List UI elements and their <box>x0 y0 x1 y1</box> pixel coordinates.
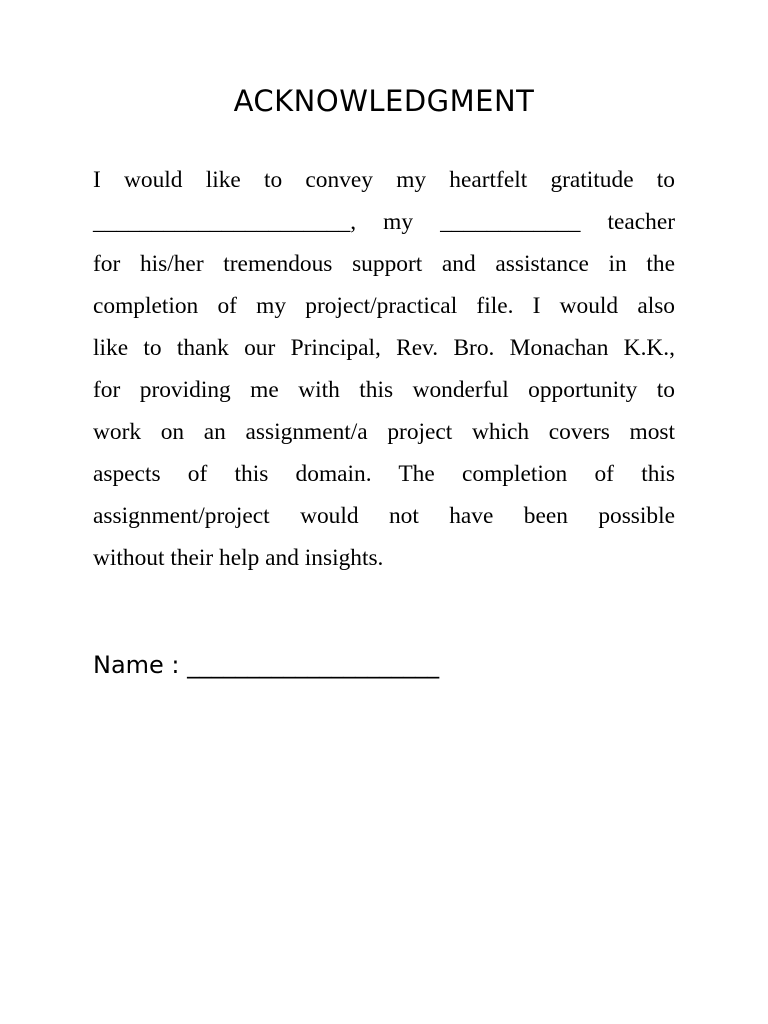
paragraph-line: ______________________, my ____________ teacher <box>93 209 675 235</box>
acknowledgment-paragraph <box>93 159 675 579</box>
paragraph-line: aspects of this domain. The completion of this <box>93 461 675 487</box>
paragraph-line: for providing me with this wonderful opportunity to <box>93 377 675 403</box>
paragraph-line: for his/her tremendous support and assistance in the <box>93 251 675 277</box>
name-field-row <box>93 651 439 679</box>
paragraph-line: like to thank our Principal, Rev. Bro. Monachan K.K., <box>93 335 675 361</box>
document-title: ACKNOWLEDGMENT <box>233 84 535 118</box>
paragraph-line: assignment/project would not have been possible <box>93 503 675 529</box>
name-blank-line: _____________________ <box>187 651 440 679</box>
paragraph-line: without their help and insights. <box>93 545 384 571</box>
paragraph-line: completion of my project/practical file. I would also <box>93 293 675 319</box>
paragraph-line: I would like to convey my heartfelt gratitude to <box>93 167 675 193</box>
name-label: Name : <box>93 651 180 679</box>
paragraph-line: work on an assignment/a project which covers most <box>93 419 675 445</box>
